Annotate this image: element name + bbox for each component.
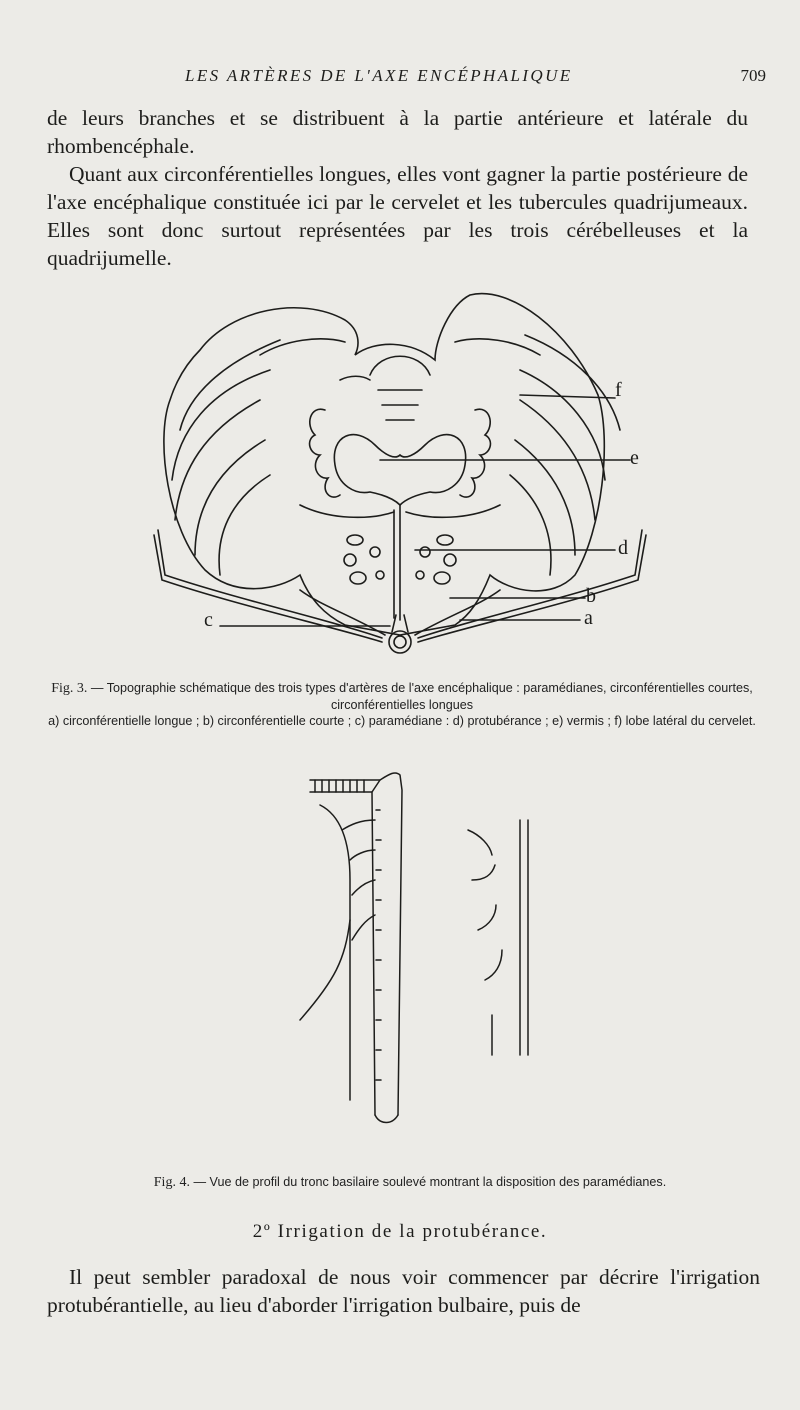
label-c: c — [204, 609, 213, 631]
label-f: f — [615, 379, 622, 401]
running-head — [0, 66, 800, 90]
section-heading: 2º Irrigation de la protubérance. — [252, 1221, 548, 1242]
paragraph-circonferentielles: Quant aux circonférentielles longues, elles vont gagner la partie postérieure de l'axe encéphalique constituée ici par le cervelet et les tubercules quadrijumeaux. Elles sont donc surtout représentées par les trois cérébelleuses et la quadrijumelle. — [47, 162, 748, 270]
figure-3-title: — Topographie schématique des trois types d'artères de l'axe encéphalique : paramédianes, circonférentielles courtes, circonférentielles longues — [90, 681, 753, 712]
paragraph-irrigation: Il peut sembler paradoxal de nous voir commencer par décrire l'irrigation protubérantielle, au lieu d'aborder l'irrigation bulbaire, puis de — [47, 1265, 760, 1317]
label-a: a — [584, 607, 593, 629]
label-e: e — [630, 447, 639, 469]
artery-short-circumferential — [300, 590, 385, 635]
label-b: b — [586, 585, 596, 607]
figure-3-number: Fig. 3. — [51, 681, 88, 696]
page-number: 709 — [740, 66, 766, 85]
basilar-trunk — [310, 773, 402, 1115]
running-title: LES ARTÈRES DE L'AXE ENCÉPHALIQUE — [185, 66, 573, 85]
cerebellum-outline — [164, 294, 604, 635]
figure-4-number: Fig. 4. — [153, 1175, 190, 1190]
figure-3-diagram — [150, 280, 650, 670]
label-d: d — [618, 537, 628, 559]
figure-4-caption — [60, 1174, 760, 1191]
figure-4-diagram — [280, 770, 560, 1150]
bottom-text-block — [47, 1263, 760, 1319]
vermis-cavity — [334, 435, 465, 505]
top-text-block — [47, 104, 748, 272]
paragraph-continuation: de leurs branches et se distribuent à la partie antérieure et latérale du rhombencéphale. — [47, 106, 748, 158]
figure-3-caption — [46, 680, 758, 729]
artery-long-circumferential — [158, 530, 382, 638]
figure-3-legend: a) circonférentielle longue ; b) circonférentielle courte ; c) paramédiane : d) protubérance ; e) vermis ; f) lobe latéral du cervelet. — [48, 714, 756, 728]
figure-4-title: — Vue de profil du tronc basilaire soulevé montrant la disposition des paramédianes. — [193, 1175, 667, 1189]
